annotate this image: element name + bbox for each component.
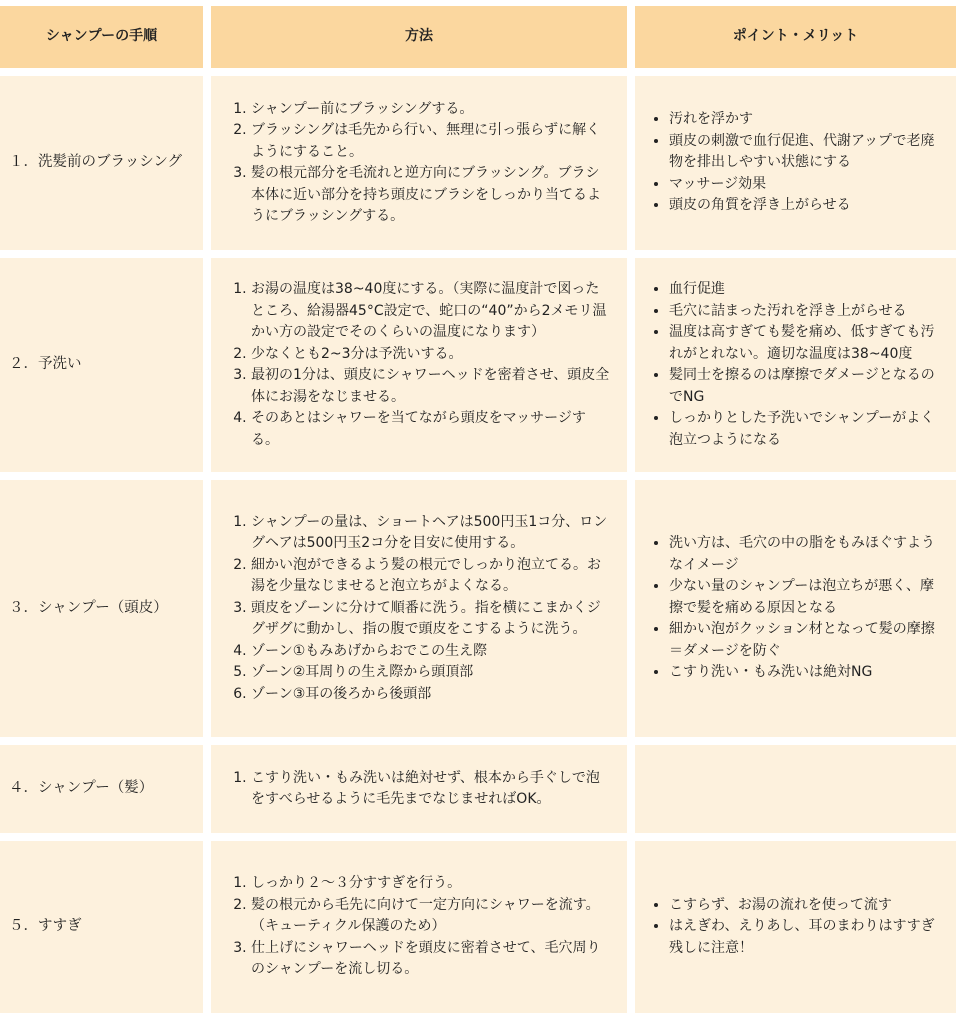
point-1 xyxy=(635,76,956,250)
shampoo-steps-table xyxy=(0,6,956,1013)
method-item: 2. ブラッシングは毛先から行い、無理に引っ張らずに解くようにすること。 xyxy=(251,120,613,163)
method-4-list xyxy=(235,768,613,811)
point-item: • はえぎわ、えりあし、耳のまわりはすすぎ残しに注意！ xyxy=(669,916,946,959)
method-5-list xyxy=(235,873,613,981)
point-5 xyxy=(635,841,956,1013)
method-1 xyxy=(211,76,627,250)
point-item: • 髪同士を擦るのは摩擦でダメージとなるのでNG xyxy=(669,365,946,408)
point-5-list xyxy=(651,895,946,960)
point-item: • マッサージ効果 xyxy=(669,174,946,196)
method-1-list xyxy=(235,99,613,228)
point-2 xyxy=(635,258,956,472)
method-4 xyxy=(211,745,627,833)
method-item: 3. 仕上げにシャワーヘッドを頭皮に密着させて、毛穴周りのシャンプーを流し切る。 xyxy=(251,938,613,981)
point-item: • 温度は高すぎても髪を痛め、低すぎても汚れがとれない。適切な温度は38~40度 xyxy=(669,322,946,365)
method-item: 5. ゾーン②耳周りの生え際から頭頂部 xyxy=(251,662,613,684)
point-2-list xyxy=(651,279,946,451)
point-item: • 血行促進 xyxy=(669,279,946,301)
method-item: 1. こすり洗い・もみ洗いは絶対せず、根本から手ぐしで泡をすべらせるように毛先までなじませればOK。 xyxy=(251,768,613,811)
point-item: • 少ない量のシャンプーは泡立ちが悪く、摩擦で髪を痛める原因となる xyxy=(669,576,946,619)
method-item: 2. 髪の根元から毛先に向けて一定方向にシャワーを流す。（キューティクル保護のため） xyxy=(251,895,613,938)
method-5 xyxy=(211,841,627,1013)
point-3-list xyxy=(651,533,946,684)
method-item: 2. 細かい泡ができるよう髪の根元でしっかり泡立てる。お湯を少量なじませると泡立ちがよくなる。 xyxy=(251,555,613,598)
point-3 xyxy=(635,480,956,737)
method-item: 1. しっかり２〜３分すすぎを行う。 xyxy=(251,873,613,895)
header-method: 方法 xyxy=(211,6,627,68)
method-item: 6. ゾーン③耳の後ろから後頭部 xyxy=(251,684,613,706)
point-1-list xyxy=(651,109,946,217)
point-item: • 細かい泡がクッション材となって髪の摩擦＝ダメージを防ぐ xyxy=(669,619,946,662)
step-3: ３．シャンプー（頭皮） xyxy=(0,480,203,737)
point-item: • 汚れを浮かす xyxy=(669,109,946,131)
step-2: ２．予洗い xyxy=(0,258,203,472)
method-item: 3. 頭皮をゾーンに分けて順番に洗う。指を横にこまかくジグザグに動かし、指の腹で頭皮をこするように洗う。 xyxy=(251,598,613,641)
point-item: • 頭皮の刺激で血行促進、代謝アップで老廃物を排出しやすい状態にする xyxy=(669,131,946,174)
point-item: • しっかりとした予洗いでシャンプーがよく泡立つようになる xyxy=(669,408,946,451)
method-item: 4. ゾーン①もみあげからおでこの生え際 xyxy=(251,641,613,663)
point-item: • 毛穴に詰まった汚れを浮き上がらせる xyxy=(669,301,946,323)
method-3-list xyxy=(235,512,613,706)
method-item: 3. 髪の根元部分を毛流れと逆方向にブラッシング。ブラシ本体に近い部分を持ち頭皮にブラシをしっかり当てるようにブラッシングする。 xyxy=(251,163,613,228)
point-4 xyxy=(635,745,956,833)
point-item: • こすり洗い・もみ洗いは絶対NG xyxy=(669,662,946,684)
step-4: ４．シャンプー（髪） xyxy=(0,745,203,833)
header-step: シャンプーの手順 xyxy=(0,6,203,68)
point-item: • 洗い方は、毛穴の中の脂をもみほぐすようなイメージ xyxy=(669,533,946,576)
method-item: 1. お湯の温度は38~40度にする。（実際に温度計で図ったところ、給湯器45°C設定で、蛇口の“40”から2メモリ温かい方の設定でそのくらいの温度になります） xyxy=(251,279,613,344)
method-2-list xyxy=(235,279,613,451)
step-1: １．洗髪前のブラッシング xyxy=(0,76,203,250)
step-5: ５．すすぎ xyxy=(0,841,203,1013)
method-item: 3. 最初の1分は、頭皮にシャワーヘッドを密着させ、頭皮全体にお湯をなじませる。 xyxy=(251,365,613,408)
method-item: 1. シャンプーの量は、ショートヘアは500円玉1コ分、ロングヘアは500円玉2コ分を目安に使用する。 xyxy=(251,512,613,555)
method-item: 4. そのあとはシャワーを当てながら頭皮をマッサージする。 xyxy=(251,408,613,451)
point-item: • 頭皮の角質を浮き上がらせる xyxy=(669,195,946,217)
method-item: 2. 少なくとも2~3分は予洗いする。 xyxy=(251,344,613,366)
method-item: 1. シャンプー前にブラッシングする。 xyxy=(251,99,613,121)
method-2 xyxy=(211,258,627,472)
point-item: • こすらず、お湯の流れを使って流す xyxy=(669,895,946,917)
header-point: ポイント・メリット xyxy=(635,6,956,68)
method-3 xyxy=(211,480,627,737)
